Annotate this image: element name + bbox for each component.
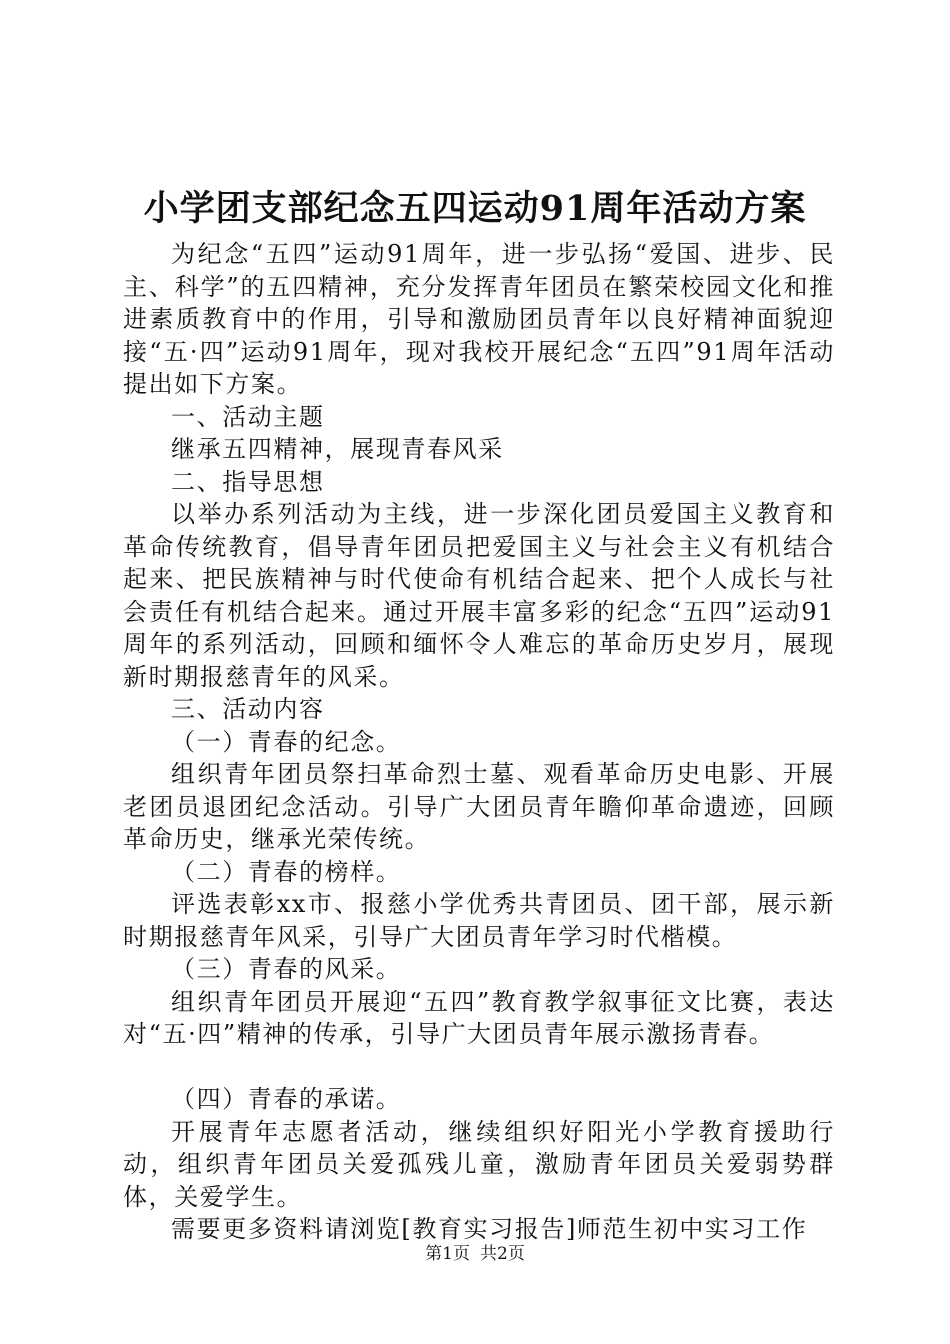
paragraph-2: 评选表彰xx市、报慈小学优秀共青团员、团干部，展示新时期报慈青年风采，引导广大团员青年学习时代楷模。 xyxy=(123,890,835,951)
paragraph-4: 开展青年志愿者活动，继续组织好阳光小学教育援助行动，组织青年团员关爱孤残儿童，激励青年团员关爱弱势群体，关爱学生。 xyxy=(123,1117,835,1211)
document-title: 小学团支部纪念五四运动91周年活动方案 xyxy=(143,188,807,229)
paragraph-theme: 继承五四精神，展现青春风采 xyxy=(171,435,504,463)
section-heading-guidance: 二、指导思想 xyxy=(171,467,325,496)
section-heading-content: 三、活动内容 xyxy=(171,695,325,723)
paragraph-3: 组织青年团员开展迎“五四”教育教学叙事征文比赛，表达对“五·四”精神的传承，引导广大团员青年展示激扬青春。 xyxy=(123,987,835,1048)
paragraph-more-info: 需要更多资料请浏览[教育实习报告]师范生初中实习工作 xyxy=(171,1215,808,1243)
section-heading-theme: 一、活动主题 xyxy=(171,402,325,431)
page-footer xyxy=(0,1242,950,1266)
subheading-2: （二）青春的榜样。 xyxy=(171,857,402,886)
document-body xyxy=(123,238,835,1246)
paragraph-guidance: 以举办系列活动为主线，进一步深化团员爱国主义教育和革命传统教育，倡导青年团员把爱国主义与社会主义有机结合起来、把民族精神与时代使命有机结合起来、把个人成长与社会责任有机结合起来。通过开展丰富多彩的纪念“五四”运动91周年的系列活动，回顾和缅怀令人难忘的革命历史岁月，展现新时期报慈青年的风采。 xyxy=(123,500,835,691)
subheading-4: （四）青春的承诺。 xyxy=(171,1085,402,1113)
page-total: 共2页 xyxy=(480,1244,525,1264)
paragraph-intro: 为纪念“五四”运动91周年，进一步弘扬“爱国、进步、民主、科学”的五四精神，充分发挥青年团员在繁荣校园文化和推进素质教育中的作用，引导和激励团员青年以良好精神面貌迎接“五·四”运动91周年，现对我校开展纪念“五四”91周年活动提出如下方案。 xyxy=(123,240,835,398)
page-number: 第1页 xyxy=(425,1244,470,1264)
subheading-3: （三）青春的风采。 xyxy=(171,955,402,983)
paragraph-1: 组织青年团员祭扫革命烈士墓、观看革命历史电影、开展老团员退团纪念活动。引导广大团员青年瞻仰革命遗迹，回顾革命历史，继承光荣传统。 xyxy=(123,760,835,853)
subheading-1: （一）青春的纪念。 xyxy=(171,727,402,756)
